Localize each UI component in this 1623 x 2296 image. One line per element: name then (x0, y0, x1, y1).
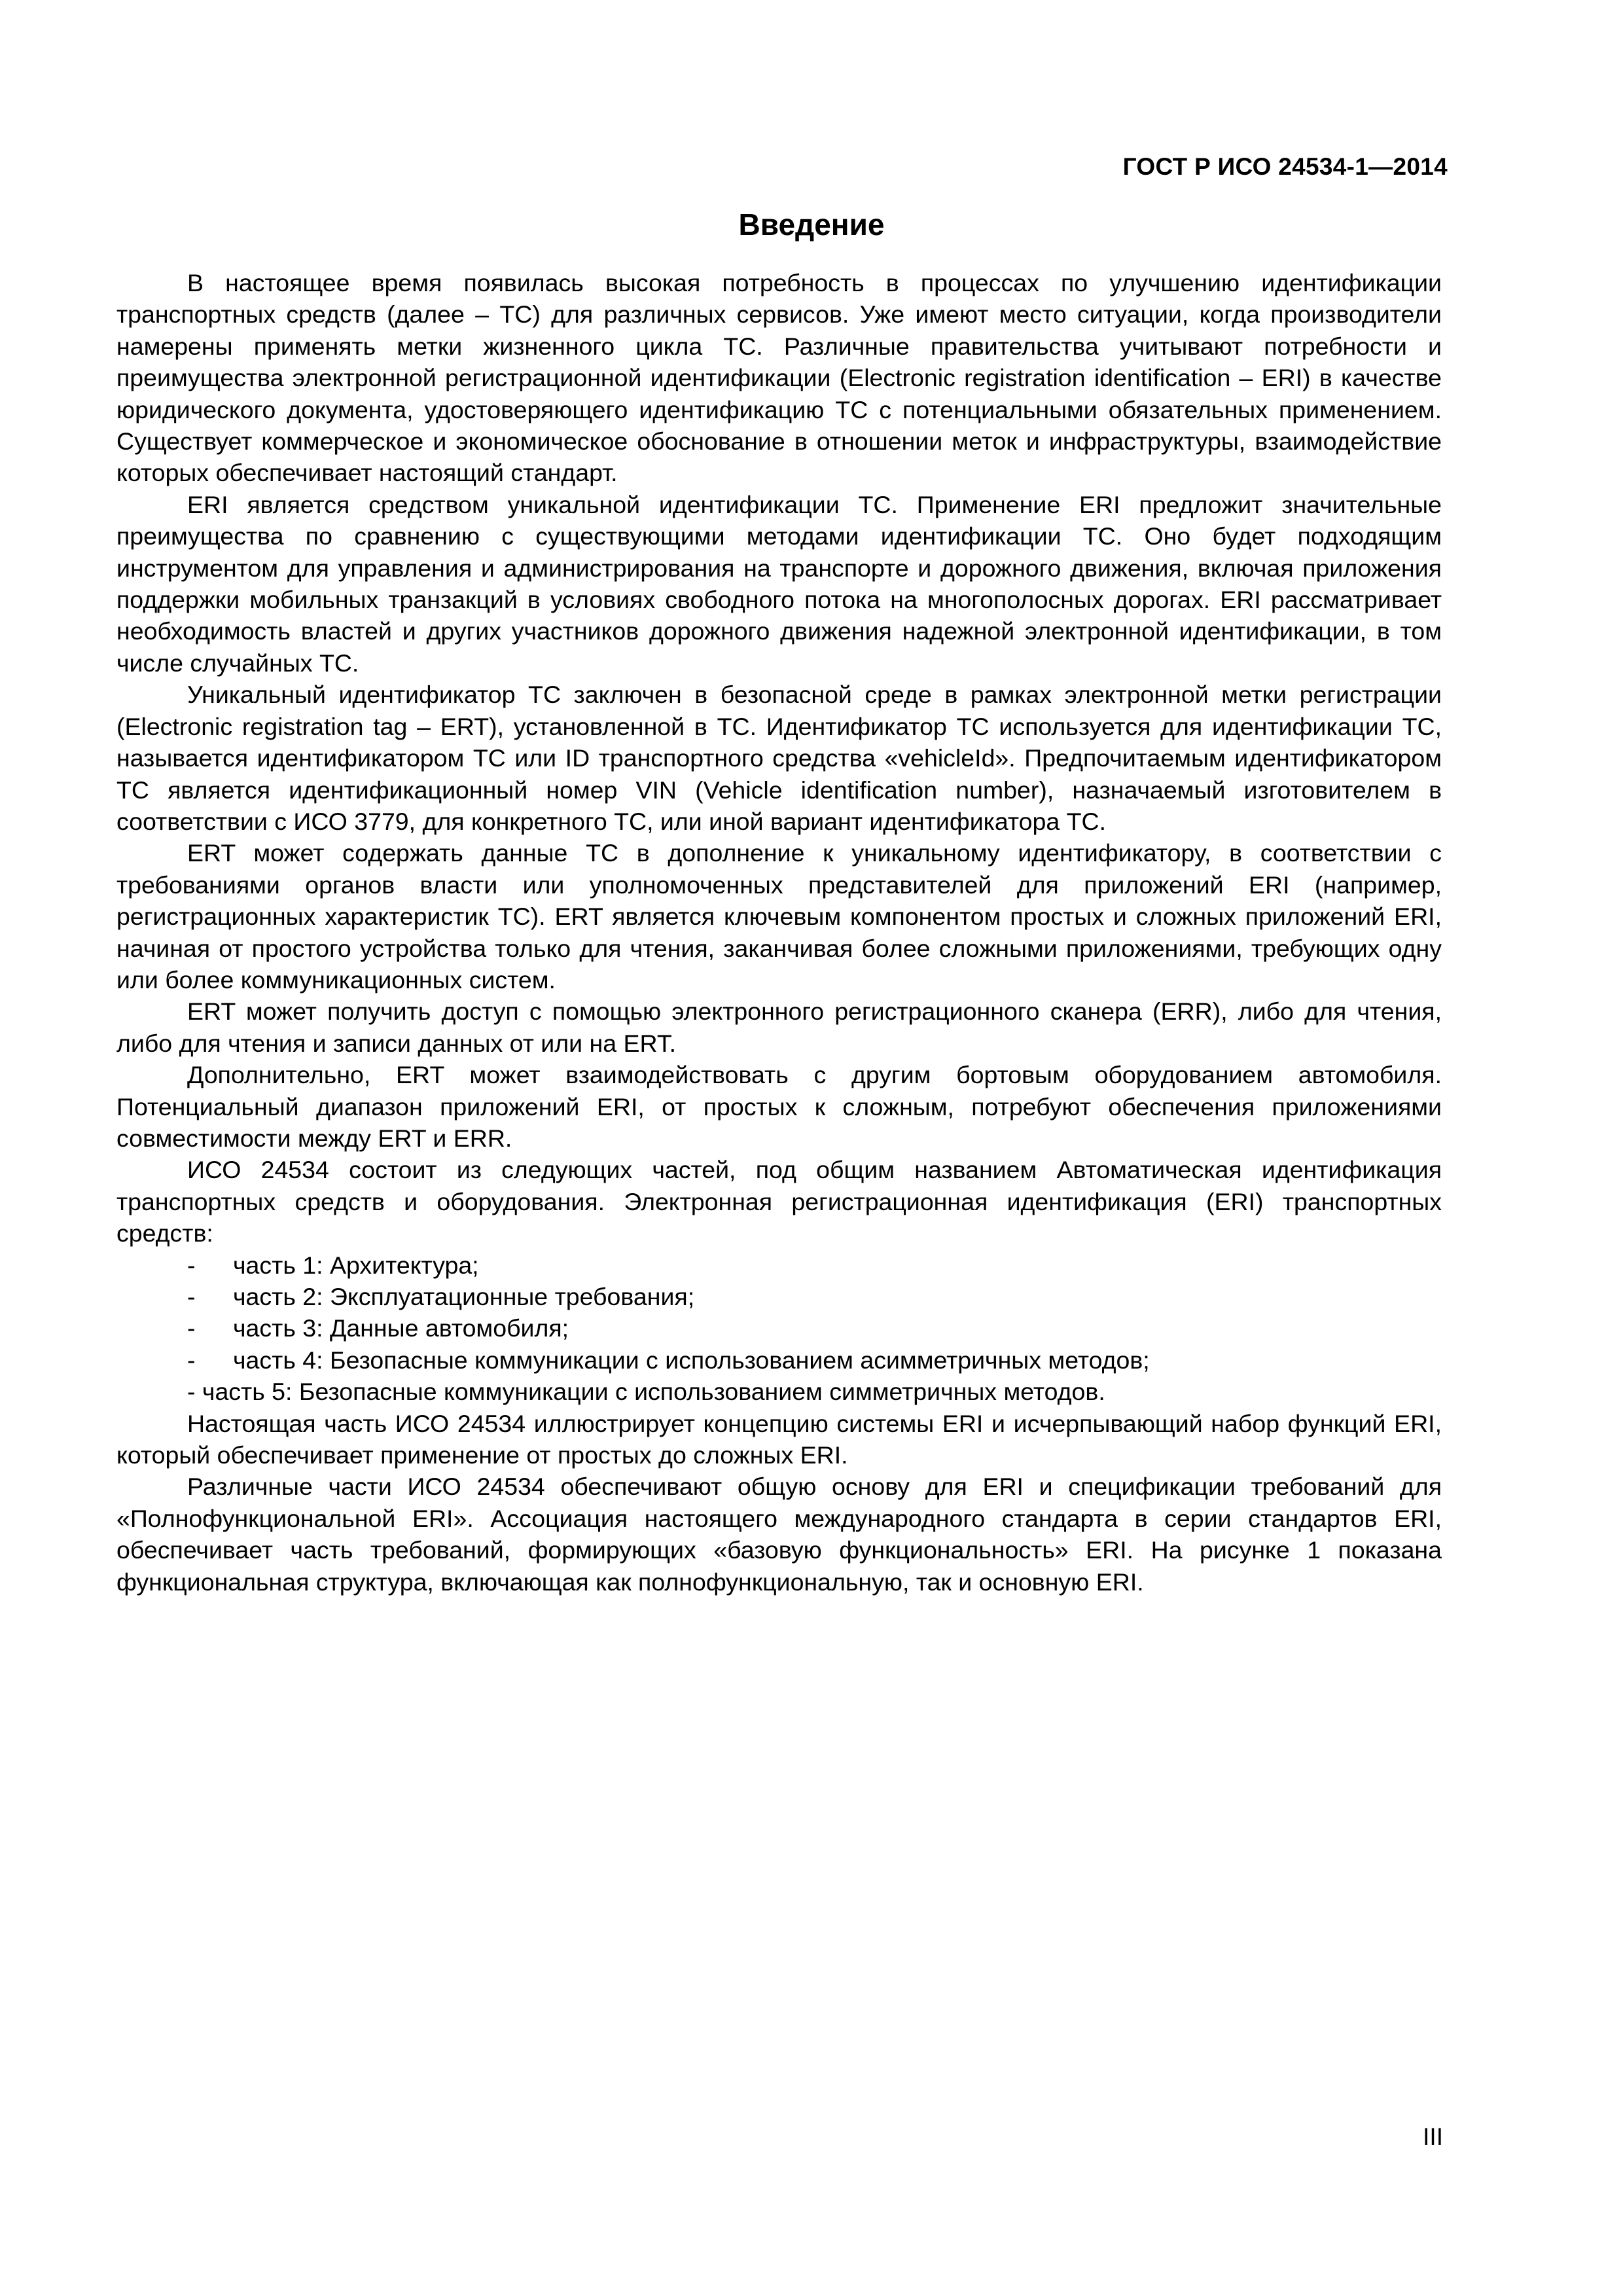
list-dash: - (187, 1314, 196, 1342)
paragraph: ERI является средством уникальной идентификации ТС. Применение ERI предложит значительные преимущества по сравнению с существующими методами идентификации ТС. Оно будет подходящим инструментом для управления и администрирования на транспорте и дорожного движения, включая приложения поддержки мобильных транзакций в условиях свободного потока на многополосных дорогах. ERI рассматривает необходимость властей и других участников дорожного движения надежной электронной идентификации, в том числе случайных ТС. (116, 490, 1442, 677)
header-standard-code: ГОСТ Р ИСО 24534-1—2014 (1122, 153, 1448, 180)
document-body (116, 267, 1442, 1598)
list-item (116, 1249, 1442, 1281)
paragraph: В настоящее время появилась высокая потребность в процессах по улучшению идентификации транспортных средств (далее – ТС) для различных сервисов. Уже имеют место ситуации, когда производители намерены применять метки жизненного цикла ТС. Различные правительства учитывают потребности и преимущества электронной регистрационной идентификации (Electronic registration identification – ERI) в качестве юридического документа, удостоверяющего идентификацию ТС с потенциальными обязательных применением. Существует коммерческое и экономическое обоснование в отношении меток и инфраструктуры, взаимодействие которых обеспечивает настоящий стандарт. (116, 269, 1442, 487)
page-title: Введение (738, 207, 885, 242)
paragraph: Дополнительно, ERT может взаимодействовать с другим бортовым оборудованием автомобиля. Потенциальный диапазон приложений ERI, от простых к сложным, потребуют обеспечения приложениями совместимости между ERT и ERR. (116, 1061, 1442, 1152)
list-item-last: - часть 5: Безопасные коммуникации с использованием симметричных методов. (187, 1378, 1105, 1406)
paragraph: Уникальный идентификатор ТС заключен в безопасной среде в рамках электронной метки регистрации (Electronic registration tag – ERT), установленной в ТС. Идентификатор ТС используется для идентификации ТС, называется идентификатором ТС или ID транспортного средства «vehicleId». Предпочитаемым идентификатором ТС является идентификационный номер VIN (Vehicle identification number), назначаемый изготовителем в соответствии с ИСО 3779, для конкретного ТС, или иной вариант идентификатора ТС. (116, 681, 1442, 835)
list-item (116, 1281, 1442, 1312)
list-dash: - (187, 1251, 196, 1279)
parts-list (116, 1249, 1442, 1376)
paragraph: ERT может содержать данные ТС в дополнение к уникальному идентификатору, в соответствии с требованиями органов власти или уполномоченных представителей для приложений ERI (например, регистрационных характеристик ТС). ERT является ключевым компонентом простых и сложных приложений ERI, начиная от простого устройства только для чтения, заканчивая более сложными приложениями, требующих одну или более коммуникационных систем. (116, 839, 1442, 994)
page-number: III (1423, 2123, 1443, 2150)
paragraph: ERT может получить доступ с помощью электронного регистрационного сканера (ERR), либо для чтения, либо для чтения и записи данных от или на ERT. (116, 997, 1442, 1057)
list-item-text: часть 4: Безопасные коммуникации с использованием асимметричных методов; (233, 1346, 1150, 1374)
list-dash: - (187, 1283, 196, 1310)
paragraph: Настоящая часть ИСО 24534 иллюстрирует концепцию системы ERI и исчерпывающий набор функций ERI, который обеспечивает применение от простых до сложных ERI. (116, 1409, 1442, 1469)
list-item (116, 1312, 1442, 1344)
paragraph: Различные части ИСО 24534 обеспечивают общую основу для ERI и спецификации требований для «Полнофункциональной ERI». Ассоциация настоящего международного стандарта в серии стандартов ERI, обеспечивает часть требований, формирующих «базовую функциональность» ERI. На рисунке 1 показана функциональная структура, включающая как полнофункциональную, так и основную ERI. (116, 1473, 1442, 1596)
list-item (116, 1344, 1442, 1376)
list-item-text: часть 1: Архитектура; (233, 1251, 479, 1279)
list-item-text: часть 3: Данные автомобиля; (233, 1314, 569, 1342)
list-dash: - (187, 1346, 196, 1374)
list-item-text: часть 2: Эксплуатационные требования; (233, 1283, 695, 1310)
paragraph: ИСО 24534 состоит из следующих частей, под общим названием Автоматическая идентификация транспортных средств и оборудования. Электронная регистрационная идентификация (ERI) транспортных средств: (116, 1156, 1442, 1247)
